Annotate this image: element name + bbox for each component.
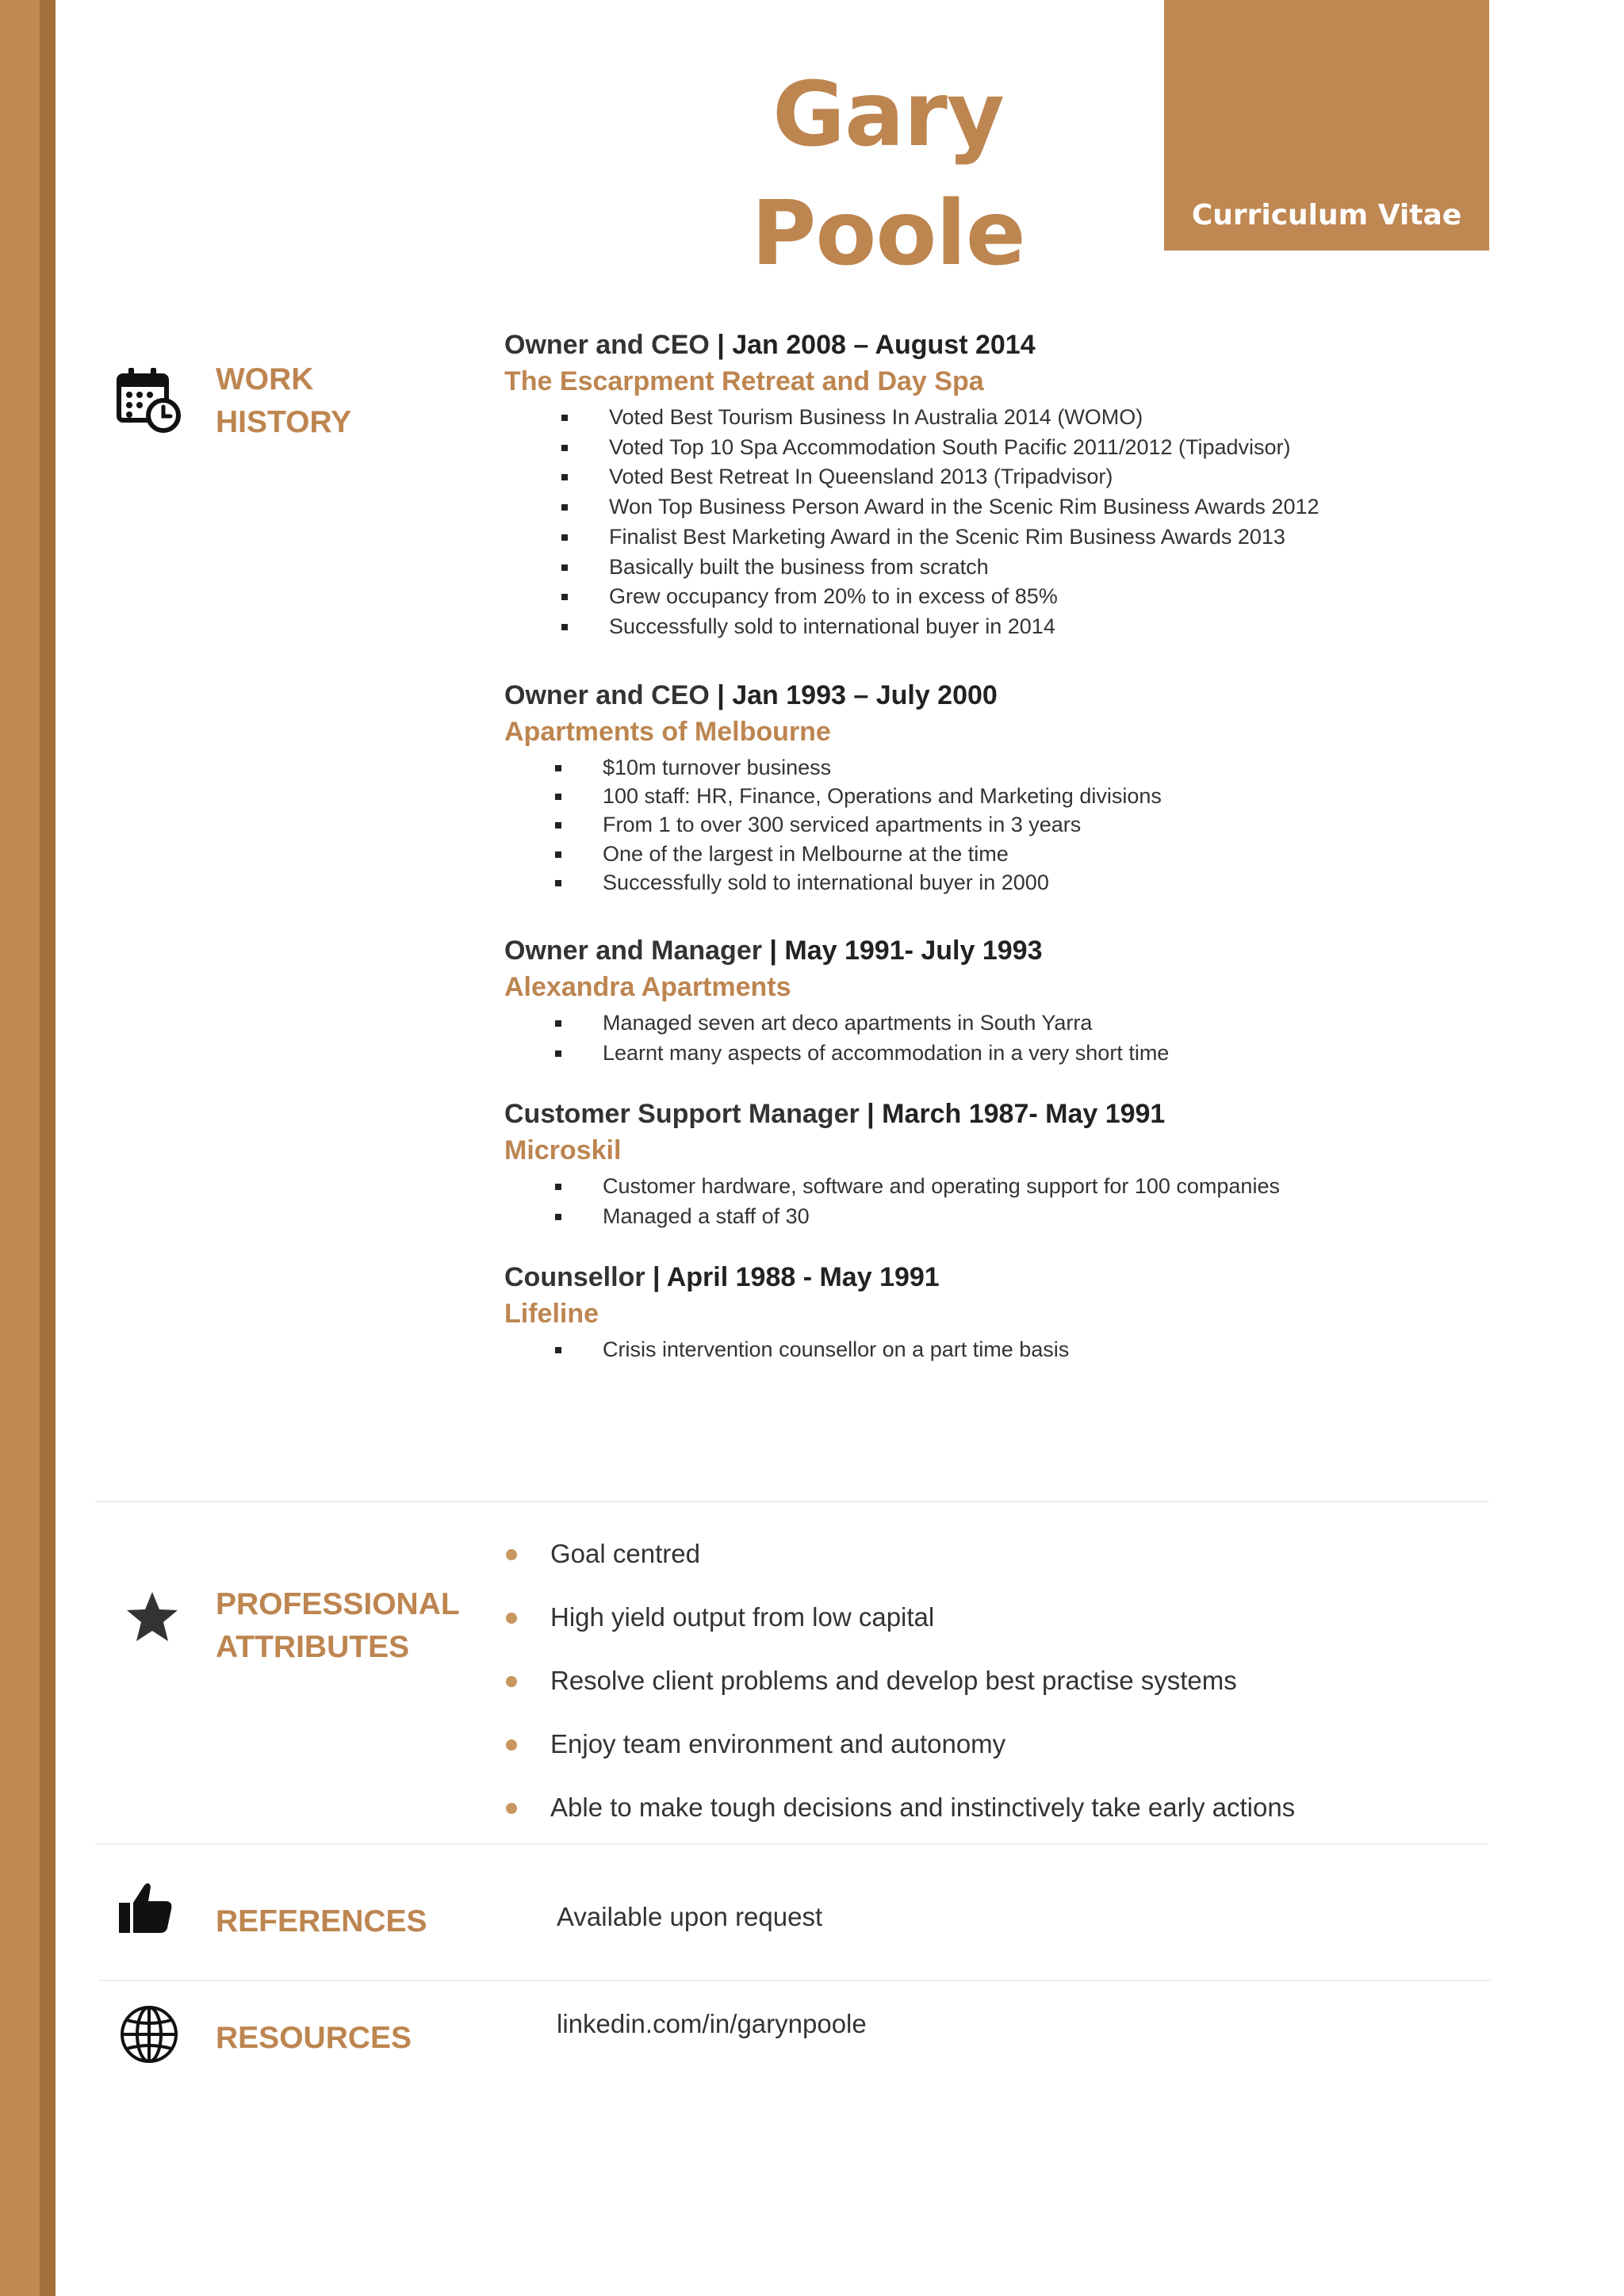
- list-item: Goal centred: [504, 1522, 1295, 1586]
- job-bullets: [555, 1008, 1535, 1068]
- job-dates: March 1987- May 1991: [882, 1099, 1166, 1129]
- job-title: Counsellor | April 1988 - May 1991: [504, 1262, 940, 1292]
- resources-label: RESOURCES: [216, 2021, 412, 2055]
- attributes-list: [504, 1522, 1295, 1839]
- list-item: Successfully sold to international buyer in 2000: [555, 868, 1535, 897]
- list-item: Managed seven art deco apartments in South Yarra: [555, 1008, 1535, 1039]
- references-text: Available upon request: [557, 1902, 823, 1931]
- work-history-label-line2: HISTORY: [216, 405, 352, 439]
- list-item: Able to make tough decisions and instinctively take early actions: [504, 1776, 1295, 1839]
- list-item: Crisis intervention counsellor on a part time basis: [555, 1335, 1535, 1365]
- job-dates: April 1988 - May 1991: [666, 1262, 940, 1292]
- list-item: One of the largest in Melbourne at the time: [555, 840, 1535, 868]
- list-item: High yield output from low capital: [504, 1586, 1295, 1649]
- job-role: Customer Support Manager: [504, 1099, 860, 1129]
- job-company: Alexandra Apartments: [504, 972, 791, 1002]
- list-item: From 1 to over 300 serviced apartments in 3 years: [555, 810, 1535, 839]
- section-divider: [95, 1843, 1488, 1845]
- section-divider: [95, 1501, 1489, 1502]
- job-bullets: [561, 403, 1535, 642]
- job-entry: [504, 1259, 1535, 1365]
- job-title: Owner and CEO | Jan 1993 – July 2000: [504, 680, 998, 710]
- job-role: Owner and Manager: [504, 936, 762, 966]
- resources-link[interactable]: linkedin.com/in/garynpoole: [557, 2009, 867, 2038]
- star-icon: [124, 1589, 181, 1646]
- job-company: The Escarpment Retreat and Day Spa: [504, 366, 984, 396]
- list-item: Voted Best Retreat In Queensland 2013 (Tripadvisor): [561, 462, 1535, 492]
- job-bullets: [555, 753, 1535, 897]
- list-item: Grew occupancy from 20% to in excess of 85%: [561, 582, 1535, 612]
- references-label: REFERENCES: [216, 1904, 427, 1938]
- job-role: Owner and CEO: [504, 330, 710, 360]
- list-item: Successfully sold to international buyer in 2014: [561, 612, 1535, 642]
- job-title: Owner and Manager | May 1991- July 1993: [504, 936, 1043, 966]
- job-entry: [504, 1096, 1535, 1231]
- list-item: Customer hardware, software and operating support for 100 companies: [555, 1172, 1535, 1202]
- cv-title-box: [1164, 0, 1489, 251]
- list-item: Enjoy team environment and autonomy: [504, 1712, 1295, 1776]
- left-accent-bar-dark: [40, 0, 56, 2296]
- list-item: Managed a staff of 30: [555, 1202, 1535, 1232]
- job-entry: [504, 327, 1535, 642]
- thumbs-up-icon: [117, 1879, 174, 1936]
- list-item: $10m turnover business: [555, 753, 1535, 782]
- job-role: Owner and CEO: [504, 680, 710, 710]
- job-entry: [504, 677, 1535, 897]
- calendar-clock-icon: [116, 366, 184, 434]
- list-item: Voted Top 10 Spa Accommodation South Pacific 2011/2012 (Tipadvisor): [561, 433, 1535, 463]
- section-divider: [98, 1980, 1491, 1981]
- list-item: Basically built the business from scratch: [561, 553, 1535, 583]
- job-entry: [504, 932, 1535, 1068]
- job-dates: May 1991- July 1993: [784, 936, 1043, 966]
- job-dates: Jan 1993 – July 2000: [732, 680, 998, 710]
- list-item: Voted Best Tourism Business In Australia 2014 (WOMO): [561, 403, 1535, 433]
- job-role: Counsellor: [504, 1262, 645, 1292]
- attributes-label-line1: PROFESSIONAL: [216, 1587, 460, 1621]
- attributes-label-line2: ATTRIBUTES: [216, 1630, 410, 1664]
- list-item: Resolve client problems and develop best practise systems: [504, 1649, 1295, 1712]
- job-company: Microskil: [504, 1135, 622, 1165]
- job-company: Apartments of Melbourne: [504, 717, 831, 747]
- job-company: Lifeline: [504, 1299, 599, 1329]
- left-accent-bar: [0, 0, 40, 2296]
- list-item: 100 staff: HR, Finance, Operations and Marketing divisions: [555, 782, 1535, 810]
- job-title: Owner and CEO | Jan 2008 – August 2014: [504, 330, 1036, 360]
- work-history-label-line1: WORK: [216, 362, 314, 396]
- job-bullets: [555, 1335, 1535, 1365]
- list-item: Finalist Best Marketing Award in the Scenic Rim Business Awards 2013: [561, 522, 1535, 553]
- list-item: Won Top Business Person Award in the Scenic Rim Business Awards 2012: [561, 492, 1535, 522]
- job-dates: Jan 2008 – August 2014: [732, 330, 1036, 360]
- cv-label: Curriculum Vitae: [1191, 199, 1462, 232]
- job-bullets: [555, 1172, 1535, 1231]
- globe-icon: [119, 2004, 179, 2064]
- candidate-name: Gary Poole: [751, 63, 1025, 285]
- job-title: Customer Support Manager | March 1987- May 1991: [504, 1099, 1166, 1129]
- list-item: Learnt many aspects of accommodation in a very short time: [555, 1039, 1535, 1069]
